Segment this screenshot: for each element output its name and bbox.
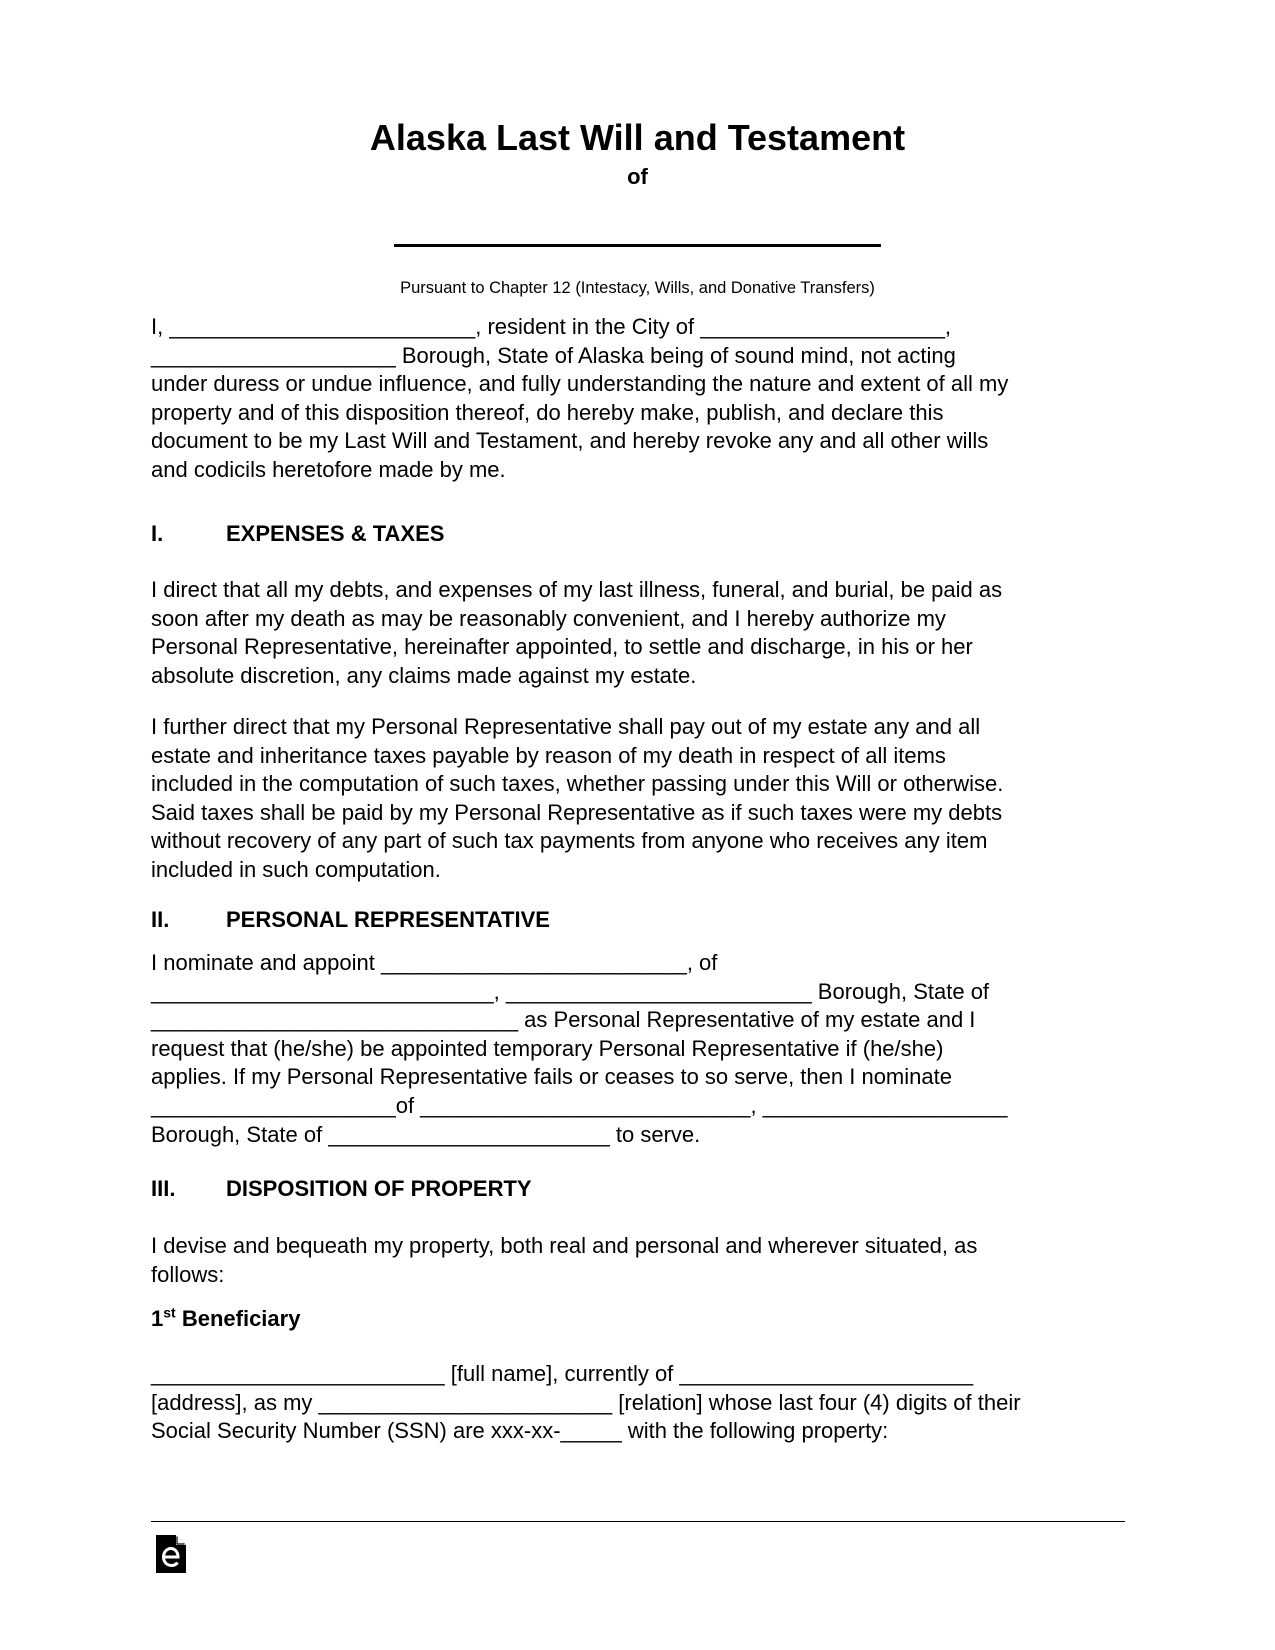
beneficiary-ordinal: 1 bbox=[151, 1306, 164, 1331]
testator-name-line bbox=[394, 244, 881, 247]
document-title: Alaska Last Will and Testament bbox=[369, 117, 906, 158]
section-number: II. bbox=[151, 907, 170, 932]
disposition-paragraph: I devise and bequeath my property, both real and personal and wherever situated, as follows: bbox=[151, 1233, 978, 1287]
section-heading-disposition bbox=[151, 1175, 1141, 1203]
section-title: PERSONAL REPRESENTATIVE bbox=[226, 907, 550, 932]
expenses-paragraph-2: I further direct that my Personal Representative shall pay out of my estate any and all estate and inheritance taxes payable by reason of my death in respect of all items included in the computation of such taxes, whether passing under this Will or otherwise. Said taxes shall be paid by my Personal Representative as if such taxes were my debts without recovery of any part of such tax payments from anyone who receives any item included in such computation. bbox=[151, 714, 1004, 882]
section-number: III. bbox=[151, 1176, 176, 1201]
beneficiary-heading bbox=[151, 1305, 1141, 1333]
document-subtitle: of bbox=[627, 164, 648, 189]
beneficiary-paragraph: ________________________ [full name], currently of ________________________ [address], as my ________________________ [relation] whose last four (4) digits of their Social Security Number (SSN) are xxx-xx-_____ with the following property: bbox=[151, 1361, 1021, 1444]
section-title: EXPENSES & TAXES bbox=[226, 521, 445, 546]
section-title: DISPOSITION OF PROPERTY bbox=[226, 1176, 532, 1201]
pursuant-statement: Pursuant to Chapter 12 (Intestacy, Wills, and Donative Transfers) bbox=[400, 279, 875, 297]
section-heading-personal-representative bbox=[151, 906, 1141, 934]
beneficiary-ordinal-suffix: st bbox=[163, 1304, 176, 1321]
esign-document-icon bbox=[156, 1535, 186, 1573]
section-number: I. bbox=[151, 521, 164, 546]
footer-divider bbox=[151, 1521, 1125, 1522]
beneficiary-label: Beneficiary bbox=[181, 1306, 301, 1331]
personal-representative-paragraph: I nominate and appoint _________________________, of ____________________________, _________________________ Borough, State of ______________________________ as Personal Representative of my estate and I request that (he/she) be appointed temporary Personal Representative if (he/she) applies. If my Personal Representative fails or ceases to so serve, then I nominate ____________________of ___________________________, ____________________ Borough, State of _______________________ to serve. bbox=[151, 950, 1008, 1147]
intro-paragraph: I, _________________________, resident in the City of ____________________, ____________________ Borough, State of Alaska being of sound mind, not acting under duress or undue influence, and fully understanding the nature and extent of all my property and of this disposition thereof, do hereby make, publish, and declare this document to be my Last Will and Testament, and hereby revoke any and all other wills and codicils heretofore made by me. bbox=[151, 314, 1009, 482]
section-heading-expenses bbox=[151, 520, 1141, 548]
expenses-paragraph-1: I direct that all my debts, and expenses of my last illness, funeral, and burial, be paid as soon after my death as may be reasonably convenient, and I hereby authorize my Personal Representative, hereinafter appointed, to settle and discharge, in his or her absolute discretion, any claims made against my estate. bbox=[151, 577, 1003, 688]
